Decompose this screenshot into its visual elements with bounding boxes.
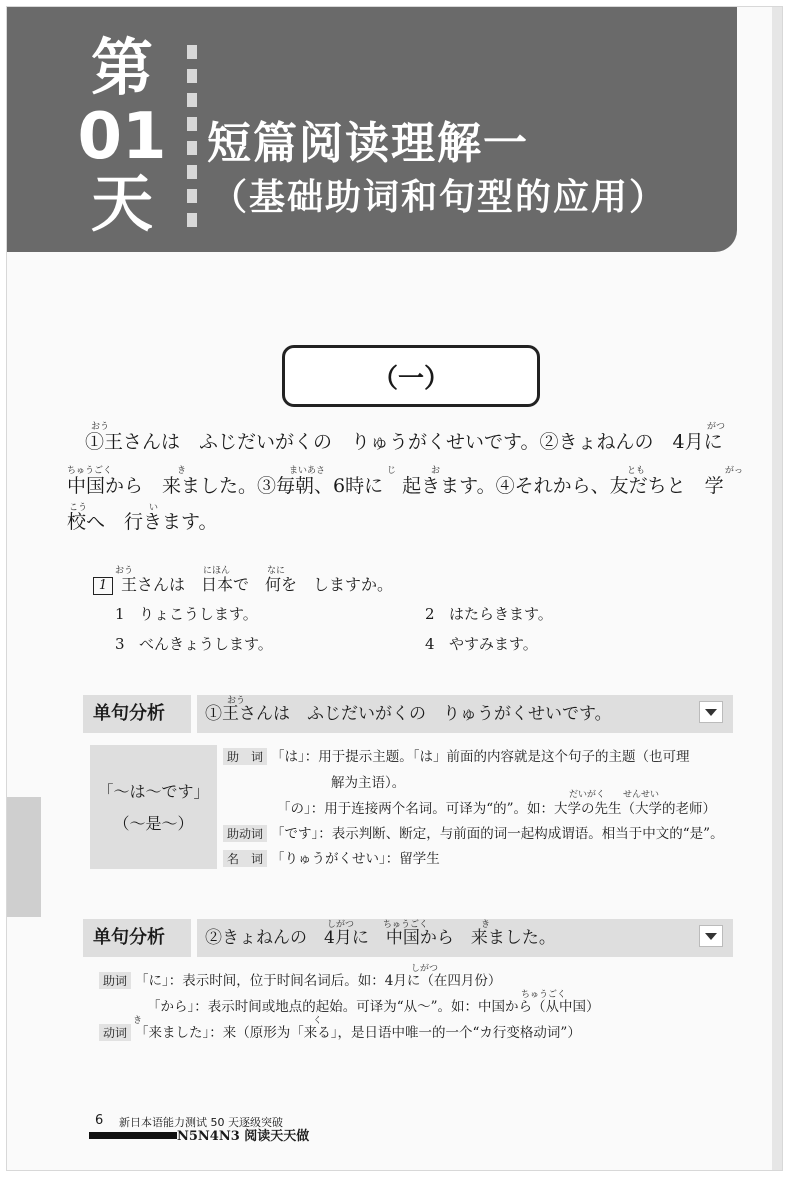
furigana: なに	[267, 566, 286, 576]
day-char-3: 天	[90, 167, 153, 240]
section-label-text: （一）	[371, 363, 450, 394]
furigana: く	[313, 1016, 323, 1026]
pos-tag: 助词	[99, 972, 131, 989]
option-number: 4	[425, 635, 435, 653]
option-text: やすみます。	[449, 635, 538, 653]
explanation-line	[331, 771, 405, 791]
analysis-sentence: ②きょねんの 4月に 中国から 来ました。	[205, 928, 556, 948]
explanation-text: 解为主语）。	[331, 775, 406, 791]
pos-tag: 助动词	[223, 825, 267, 842]
sentence-analysis-bar-1	[83, 695, 733, 733]
page-edge-shadow	[772, 7, 782, 1170]
explanation-text: 「から」：表示时间或地点的起始。可译为“从～”。如：中国から（从中国）	[147, 999, 600, 1015]
pos-tag: 动词	[99, 1024, 131, 1041]
explanation-text: 「りゅうがくせい」：留学生	[271, 851, 440, 867]
furigana: おう	[115, 566, 134, 576]
furigana: おう	[227, 696, 246, 706]
furigana: しがつ	[411, 964, 439, 974]
analysis-label: 单句分析	[93, 703, 165, 724]
passage-line-3: 校へ 行きます。	[67, 511, 218, 533]
pos-tag: 助 词	[223, 748, 267, 765]
option-number: 2	[425, 605, 435, 623]
question-number: 1	[93, 577, 113, 595]
answer-option[interactable]	[115, 633, 273, 654]
explanation-text: 「は」：用于提示主题。「は」前面的内容就是这个句子的主题（也可理	[271, 749, 690, 765]
analysis-sentence: ①王さんは ふじだいがくの りゅうがくせいです。	[205, 704, 612, 724]
furigana: ちゅうごく	[67, 466, 113, 476]
furigana: じ	[387, 466, 397, 476]
furigana: ちゅうごく	[521, 990, 567, 1000]
furigana: こう	[69, 503, 88, 513]
option-text: はたらきます。	[449, 605, 553, 623]
furigana: き	[177, 466, 187, 476]
divider-dash	[187, 117, 197, 131]
book-page	[6, 6, 783, 1171]
divider-dash	[187, 69, 197, 83]
furigana: まいあさ	[289, 466, 326, 476]
option-text: りょこうします。	[139, 605, 258, 623]
explanation-line	[223, 745, 690, 765]
grammar-pattern-box	[90, 745, 217, 869]
analysis-label: 单句分析	[93, 927, 165, 948]
explanation-line	[223, 822, 724, 842]
furigana: せんせい	[623, 790, 660, 800]
bar-separator	[191, 695, 197, 733]
explanation-line	[99, 969, 501, 989]
furigana: き	[133, 1016, 143, 1026]
page-number: 6	[95, 1113, 104, 1128]
option-number: 3	[115, 635, 125, 653]
explanation-line	[147, 995, 600, 1015]
footer-rule	[89, 1132, 177, 1139]
day-number: 01	[77, 100, 167, 174]
furigana: がつ	[707, 422, 726, 432]
answer-option[interactable]	[425, 633, 538, 654]
chevron-down-icon[interactable]	[699, 701, 723, 723]
question-text: 王さんは 日本で 何を しますか。	[121, 575, 394, 594]
furigana: とも	[627, 466, 646, 476]
divider-dash	[187, 93, 197, 107]
chapter-title: 短篇阅读理解一	[207, 118, 529, 169]
option-number: 1	[115, 605, 125, 623]
furigana: お	[431, 466, 441, 476]
book-subtitle: 新日本语能力测试 50 天逐级突破	[119, 1116, 283, 1129]
passage-line-1: ①王さんは ふじだいがくの りゅうがくせいです。②きょねんの 4月に	[85, 431, 723, 453]
chapter-header	[7, 7, 737, 252]
chapter-subtitle: （基础助词和句型的应用）	[211, 176, 668, 218]
explanation-line	[223, 847, 440, 867]
explanation-text: 「の」：用于连接两个名词。可译为“的”。如：大学の先生（大学的老师）	[277, 801, 717, 817]
sentence-analysis-bar-2	[83, 919, 733, 957]
furigana: だいがく	[569, 790, 606, 800]
answer-option[interactable]	[115, 603, 258, 624]
divider-dash	[187, 165, 197, 179]
furigana: い	[149, 503, 159, 513]
pos-tag: 名 词	[223, 850, 267, 867]
answer-option[interactable]	[425, 603, 553, 624]
furigana: き	[481, 920, 491, 930]
furigana: ちゅうごく	[383, 920, 429, 930]
explanation-line	[277, 797, 716, 817]
explanation-text: 「です」：表示判断、断定，与前面的词一起构成谓语。相当于中文的“是”。	[271, 826, 724, 842]
furigana: がっ	[725, 466, 744, 476]
divider-dash	[187, 189, 197, 203]
book-series-title: N5N4N3 阅读天天做	[177, 1129, 310, 1144]
explanation-text: 「来ました」：来（原形为「来る」，是日语中唯一的一个“カ行变格动词”）	[135, 1025, 581, 1041]
pattern-text: 「～は～です」	[97, 782, 210, 801]
furigana: しがつ	[327, 920, 355, 930]
explanation-line	[99, 1021, 581, 1041]
question-1	[93, 572, 393, 595]
section-label	[282, 345, 540, 407]
pattern-meaning: （～是～）	[113, 814, 194, 833]
explanation-text: 「に」：表示时间，位于时间名词后。如：4月に（在四月份）	[135, 973, 502, 989]
divider-dash	[187, 141, 197, 155]
furigana: おう	[91, 422, 110, 432]
divider-dash	[187, 213, 197, 227]
furigana: にほん	[203, 566, 231, 576]
divider-dash	[187, 45, 197, 59]
day-char-1: 第	[90, 31, 153, 104]
option-text: べんきょうします。	[139, 635, 273, 653]
passage-line-2: 中国から 来ました。③毎朝、6時に 起きます。④それから、友だちと 学	[67, 475, 724, 497]
chevron-down-icon[interactable]	[699, 925, 723, 947]
bar-separator	[191, 919, 197, 957]
page-edge-tab	[7, 797, 41, 917]
